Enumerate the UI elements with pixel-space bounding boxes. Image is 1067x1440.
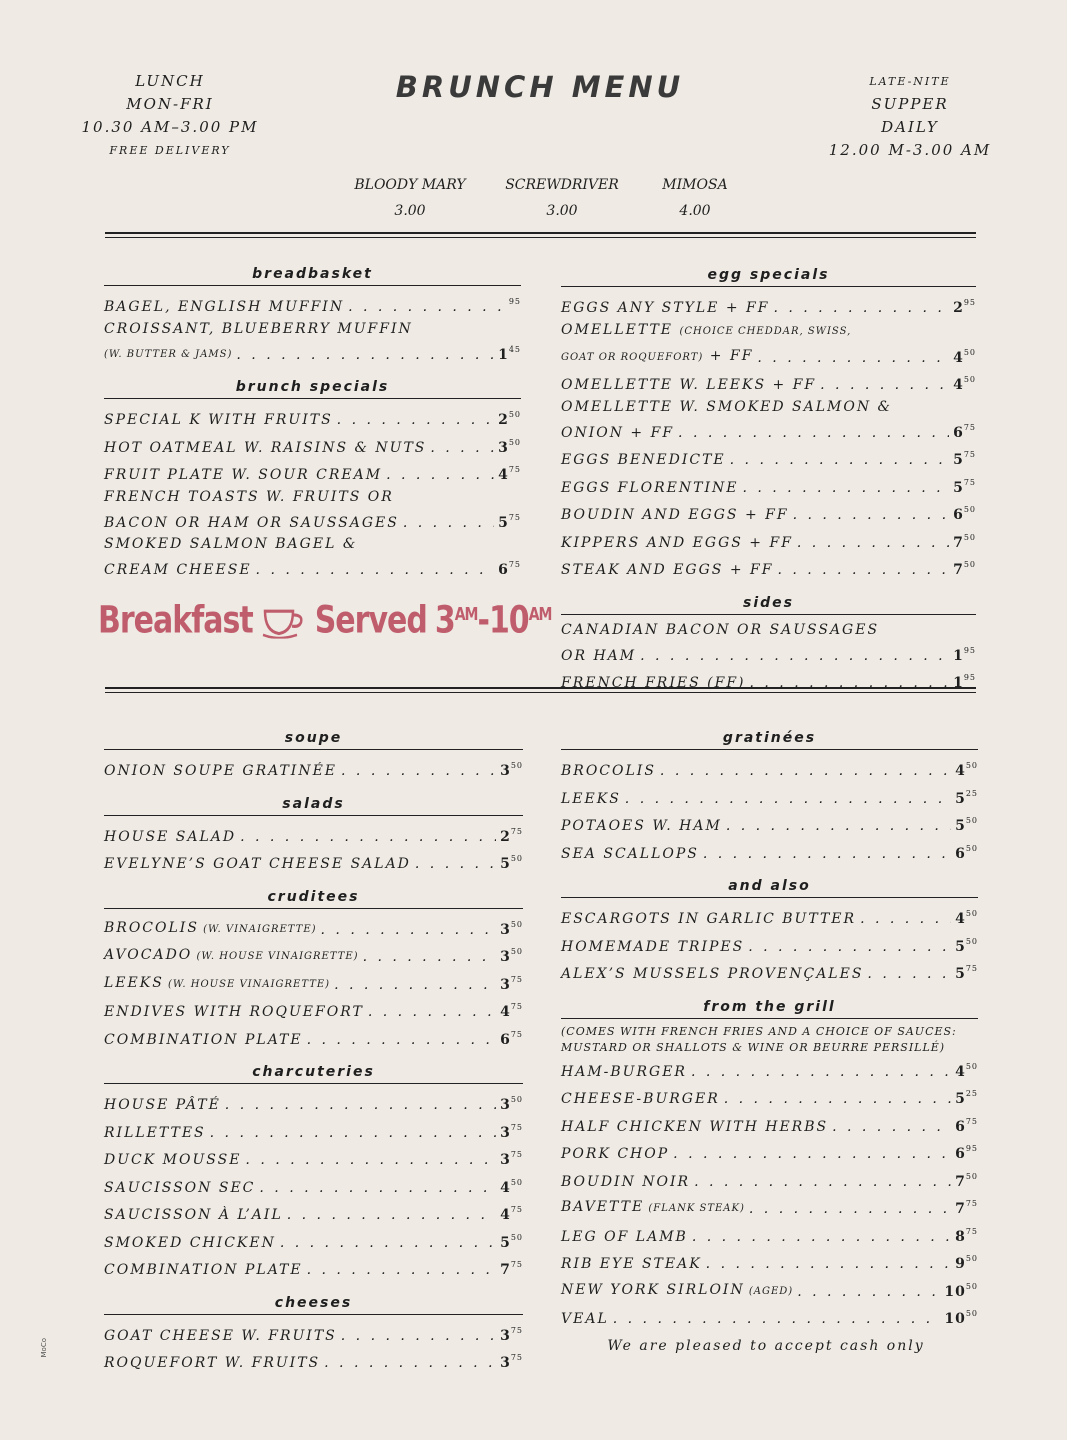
leader-dots (240, 826, 496, 849)
item-name: GOAT CHEESE W. FRUITS (104, 1327, 337, 1344)
leader-dots (341, 1325, 496, 1348)
item-price: $3^{50}$ (500, 761, 523, 779)
item-price: $6^{75}$ (500, 1029, 523, 1048)
item-price: $5^{75}$ (953, 477, 976, 496)
item-price: $1^{95}$ (953, 673, 976, 691)
item-price: $1^{95}$ (953, 645, 976, 664)
leader-dots (236, 344, 494, 367)
menu-item (104, 755, 523, 783)
menu-item (104, 1117, 523, 1145)
top-left-column (104, 263, 521, 582)
grill-note-line-1: (COMES WITH FRENCH FRIES AND A CHOICE OF SAUCES: (561, 1024, 957, 1038)
menu-item (104, 1172, 523, 1200)
menu-item (561, 1083, 978, 1111)
menu-item (561, 1138, 978, 1166)
item-name: ESCARGOTS IN GARLIC BUTTER (561, 911, 857, 927)
drink-name: SCREWDRIVER (505, 177, 619, 193)
item-price: $5^{75}$ (955, 964, 978, 982)
menu-item (104, 1089, 523, 1117)
drink-bloody-mary (335, 172, 485, 224)
item-price: $7^{50}$ (953, 532, 976, 551)
item-price: $6^{50}$ (953, 505, 976, 523)
item-name: CREAM CHEESE (104, 562, 252, 578)
item-name: ALEX’S MUSSELS PROVENÇALES (561, 966, 864, 982)
bottom-left-column (104, 727, 523, 1375)
middle-rule (105, 687, 976, 693)
item-price: $4^{50}$ (953, 375, 976, 393)
section-rule (561, 749, 978, 750)
item-name: SAUCISSON SEC (104, 1179, 256, 1196)
leader-dots (245, 1149, 496, 1172)
lunch-time: 10.30 AM–3.00 PM (81, 118, 259, 136)
item-price: $3^{75}$ (500, 974, 523, 993)
leader-dots (692, 1226, 951, 1249)
section-title-sides: sides (743, 594, 794, 611)
section-title-brunch-specials: brunch specials (235, 379, 390, 395)
page-title: BRUNCH MENU (395, 70, 685, 104)
leader-dots (832, 1116, 951, 1139)
menu-item (561, 1111, 978, 1139)
section-rule (104, 398, 521, 399)
late-nite-label: LATE-NITE (869, 75, 951, 88)
item-price: $2^{75}$ (500, 826, 523, 845)
menu-item (561, 1166, 978, 1194)
menu-item (104, 432, 521, 460)
menu-item (104, 1024, 523, 1052)
item-name: NEW YORK SIRLOIN (AGED) (561, 1281, 794, 1298)
item-name: HAM-BURGER (561, 1063, 687, 1080)
menu-item (561, 1303, 978, 1331)
leader-dots (660, 760, 951, 783)
menu-item (561, 1056, 978, 1084)
item-name: GOAT OR ROQUEFORT) + FF (561, 347, 754, 364)
item-name: EGGS ANY STYLE + FF (561, 300, 770, 316)
item-price: $3^{75}$ (500, 1353, 523, 1371)
item-name: SMOKED CHICKEN (104, 1234, 276, 1251)
item-price: $5^{50}$ (500, 1232, 523, 1251)
item-name: BACON OR HAM OR SAUSSAGES (104, 514, 399, 531)
item-name: EVELYNE’S GOAT CHEESE SALAD (104, 856, 411, 872)
item-name: COMBINATION PLATE (104, 1031, 303, 1048)
item-name: COMBINATION PLATE (104, 1262, 303, 1278)
section-rule (104, 815, 523, 816)
section-rule (104, 908, 523, 909)
item-name: BAGEL, ENGLISH MUFFIN (104, 299, 345, 315)
leader-dots (678, 422, 949, 445)
item-name: EGGS BENEDICTE (561, 452, 726, 468)
section-rule (104, 1314, 523, 1315)
drink-name: BLOODY MARY (354, 177, 466, 193)
supper-hours (810, 70, 1010, 162)
section-title-from-the-grill: from the grill (703, 998, 836, 1015)
item-name: HOMEMADE TRIPES (561, 938, 745, 955)
leader-dots (415, 853, 496, 876)
item-name: CHEESE-BURGER (561, 1091, 720, 1107)
item-name: PORK CHOP (561, 1146, 670, 1162)
section-rule (561, 897, 978, 898)
item-name: RIB EYE STEAK (561, 1256, 702, 1272)
leader-dots (773, 297, 949, 320)
menu-item (104, 1199, 523, 1227)
leader-dots (324, 1352, 496, 1375)
item-name: ONION + FF (561, 424, 675, 441)
menu-item (561, 640, 976, 668)
menu-item (561, 1248, 978, 1276)
item-name: FRUIT PLATE W. SOUR CREAM (104, 467, 383, 483)
item-price: $7^{75}$ (955, 1199, 978, 1217)
item-name: EGGS FLORENTINE (561, 479, 739, 496)
leader-dots (691, 1061, 951, 1084)
item-price: $4^{75}$ (498, 465, 521, 483)
item-price: $7^{75}$ (500, 1260, 523, 1278)
item-price: $5^{50}$ (955, 936, 978, 955)
drink-mimosa (620, 172, 770, 224)
lunch-days: MON-FRI (126, 95, 214, 113)
menu-item (104, 554, 521, 582)
menu-item (561, 1221, 978, 1249)
menu-item (561, 417, 976, 445)
menu-item (561, 554, 976, 582)
leader-dots (797, 532, 949, 555)
leader-dots (337, 409, 494, 432)
leader-dots (256, 559, 495, 582)
stamp-word-breakfast: Breakfast (98, 598, 253, 643)
section-rule (104, 1083, 523, 1084)
menu-item (561, 1276, 978, 1304)
menu-item (104, 941, 523, 969)
item-note: (W. BUTTER & JAMS) (104, 348, 233, 360)
item-price: $4^{75}$ (500, 1205, 523, 1223)
item-name: HALF CHICKEN WITH HERBS (561, 1118, 829, 1135)
item-price: $8^{75}$ (955, 1226, 978, 1245)
leader-dots (280, 1232, 496, 1255)
item-name: LEG OF LAMB (561, 1228, 688, 1245)
menu-item (104, 1227, 523, 1255)
leader-dots (748, 936, 951, 959)
section-rule (104, 749, 523, 750)
item-name: HOT OATMEAL W. RAISINS & NUTS (104, 439, 427, 456)
item-price: $3^{50}$ (498, 437, 521, 456)
item-price: $4^{50}$ (955, 1061, 978, 1080)
breakfast-stamp (98, 599, 551, 643)
item-price: 95 (508, 297, 521, 306)
item-name: LEEKS (W. HOUSE VINAIGRETTE) (104, 974, 331, 991)
leader-dots (259, 1177, 496, 1200)
item-price: $3^{50}$ (500, 919, 523, 938)
item-price: $10^{50}$ (944, 1281, 978, 1300)
item-name: BOUDIN NOIR (561, 1173, 691, 1190)
item-name: KIPPERS AND EGGS + FF (561, 534, 793, 551)
collection-mark: MoCo (40, 1338, 48, 1358)
leader-dots (341, 760, 496, 783)
leader-dots (430, 437, 494, 460)
leader-dots (403, 512, 494, 535)
leader-dots (225, 1094, 496, 1117)
item-name-line: SMOKED SALMON BAGEL & (104, 536, 358, 552)
menu-item (561, 783, 978, 811)
item-price: $2^{50}$ (498, 410, 521, 428)
section-rule (561, 1018, 978, 1019)
item-price: $3^{75}$ (500, 1122, 523, 1141)
item-price: $10^{50}$ (944, 1309, 978, 1327)
item-price: $5^{75}$ (498, 512, 521, 531)
leader-dots (368, 1001, 496, 1024)
item-price: $3^{50}$ (500, 947, 523, 965)
menu-item (561, 903, 978, 931)
item-name: ROQUEFORT W. FRUITS (104, 1355, 321, 1371)
item-name: STEAK AND EGGS + FF (561, 562, 774, 578)
item-price: $2^{95}$ (953, 298, 976, 316)
menu-item (561, 931, 978, 959)
item-price: $5^{25}$ (955, 788, 978, 807)
item-price: $6^{75}$ (953, 422, 976, 441)
section-title-breadbasket: breadbasket (252, 266, 373, 282)
item-price: $9^{50}$ (955, 1254, 978, 1272)
item-name: OMELLETTE W. LEEKS + FF (561, 377, 817, 393)
section-title-and-also: and also (728, 878, 811, 894)
menu-item (561, 1193, 978, 1221)
cash-only-notice: We are pleased to accept cash only (607, 1338, 925, 1354)
item-name: VEAL (561, 1311, 609, 1327)
menu-item (561, 499, 976, 527)
item-name: BOUDIN AND EGGS + FF (561, 507, 789, 523)
bottom-right-column (561, 727, 978, 1331)
lunch-hours (70, 70, 270, 162)
item-price: $3^{75}$ (500, 1150, 523, 1168)
drink-price: 3.00 (546, 203, 578, 219)
supper-label: SUPPER (871, 95, 949, 113)
supper-days: DAILY (881, 118, 939, 136)
leader-dots (210, 1122, 496, 1145)
section-title-cheeses: cheeses (274, 1294, 353, 1311)
section-title-salads: salads (282, 795, 345, 812)
lunch-label: LUNCH (135, 72, 205, 90)
leader-dots (307, 1259, 496, 1282)
menu-item (561, 527, 976, 555)
item-price: $7^{50}$ (955, 1171, 978, 1190)
drink-name: MIMOSA (662, 177, 728, 193)
item-price: $5^{25}$ (955, 1089, 978, 1107)
item-name: SEA SCALLOPS (561, 845, 699, 862)
leader-dots (307, 1029, 496, 1052)
item-price: $4^{50}$ (955, 909, 978, 927)
item-name: RILLETTES (104, 1124, 206, 1141)
menu-item (561, 444, 976, 472)
menu-item (561, 958, 978, 986)
stamp-hours: $3^{AM}-10^{AM}$ (434, 598, 552, 643)
item-name: OR HAM (561, 647, 637, 664)
item-price: $6^{95}$ (955, 1144, 978, 1162)
item-name-line: CROISSANT, BLUEBERRY MUFFIN (104, 320, 413, 337)
menu-item (104, 1144, 523, 1172)
menu-item (561, 292, 976, 320)
section-rule (561, 614, 976, 615)
item-name: ENDIVES WITH ROQUEFORT (104, 1004, 364, 1020)
item-name-line: FRENCH TOASTS W. FRUITS OR (104, 488, 394, 505)
item-name: BAVETTE (FLANK STEAK) (561, 1199, 745, 1215)
item-price: $6^{75}$ (498, 560, 521, 578)
item-price: $7^{50}$ (953, 560, 976, 578)
item-price: $4^{75}$ (500, 1002, 523, 1020)
menu-item (104, 291, 521, 319)
leader-dots (777, 559, 949, 582)
item-name: SAUCISSON À L’AIL (104, 1207, 283, 1223)
menu-item (104, 459, 521, 487)
item-name-line: CANADIAN BACON OR SAUSSAGES (561, 621, 880, 638)
leader-dots (757, 347, 949, 370)
leader-dots (673, 1143, 951, 1166)
top-right-column (561, 264, 976, 695)
drink-price: 4.00 (679, 203, 711, 219)
item-name: SPECIAL K WITH FRUITS (104, 412, 333, 428)
menu-item (104, 404, 521, 432)
item-name-line: OMELLETTE (CHOICE CHEDDAR, SWISS, (561, 321, 852, 338)
leader-dots (797, 1281, 940, 1304)
item-name: LEEKS (561, 790, 621, 807)
item-name: FRENCH FRIES (FF) (561, 675, 746, 691)
leader-dots (706, 1253, 951, 1276)
item-price: $3^{50}$ (500, 1095, 523, 1113)
section-rule (104, 285, 521, 286)
menu-item (561, 838, 978, 866)
menu-item (561, 472, 976, 500)
drink-price: 3.00 (394, 203, 426, 219)
grill-note-line-2: MUSTARD OR SHALLOTS & WINE OR BEURRE PERSILLÉ) (561, 1040, 946, 1054)
drink-screwdriver (487, 172, 637, 224)
item-name: HOUSE SALAD (104, 828, 237, 845)
leader-dots (613, 1308, 941, 1331)
menu-item (104, 914, 523, 942)
free-delivery: FREE DELIVERY (109, 144, 231, 157)
menu-item (561, 810, 978, 838)
leader-dots (386, 464, 494, 487)
menu-item (104, 507, 521, 535)
menu-item (104, 821, 523, 849)
coffee-cup-icon (261, 603, 307, 638)
leader-dots (820, 374, 949, 397)
item-price: $4^{50}$ (953, 347, 976, 366)
menu-item (104, 848, 523, 876)
leader-dots (625, 788, 951, 811)
item-name-line: OMELLETTE W. SMOKED SALMON & (561, 398, 893, 415)
item-price: $4^{50}$ (500, 1177, 523, 1196)
leader-dots (793, 504, 950, 527)
menu-item (104, 969, 523, 997)
leader-dots (694, 1171, 951, 1194)
stamp-word-served: Served (314, 598, 427, 643)
item-price: $6^{75}$ (955, 1116, 978, 1135)
item-name: ONION SOUPE GRATINÉE (104, 763, 338, 779)
leader-dots (287, 1204, 496, 1227)
top-rule (105, 232, 976, 238)
leader-dots (724, 1088, 951, 1111)
leader-dots (321, 919, 497, 942)
menu-item (104, 996, 523, 1024)
item-name: AVOCADO (W. HOUSE VINAIGRETTE) (104, 947, 359, 963)
leader-dots (867, 963, 951, 986)
leader-dots (640, 645, 949, 668)
menu-item (104, 1254, 523, 1282)
menu-item (561, 755, 978, 783)
leader-dots (730, 449, 949, 472)
section-title-charcuteries: charcuteries (252, 1064, 375, 1080)
item-price: $5^{50}$ (500, 854, 523, 872)
leader-dots (334, 974, 496, 997)
leader-dots (348, 296, 505, 319)
item-price: $4^{50}$ (955, 761, 978, 779)
menu-item (561, 342, 976, 370)
item-name: DUCK MOUSSE (104, 1152, 242, 1168)
leader-dots (742, 477, 949, 500)
item-name: HOUSE PÂTÉ (104, 1097, 221, 1113)
item-price: $6^{50}$ (955, 843, 978, 862)
leader-dots (703, 843, 951, 866)
item-price: $1^{45}$ (498, 344, 521, 363)
section-title-egg-specials: egg specials (707, 267, 830, 283)
menu-item (104, 1347, 523, 1375)
menu-item (561, 369, 976, 397)
menu-item (104, 1320, 523, 1348)
item-name: POTAOES W. HAM (561, 818, 722, 834)
section-title-cruditees: cruditees (267, 888, 360, 905)
leader-dots (363, 946, 497, 969)
leader-dots (749, 1198, 951, 1221)
item-price: $5^{50}$ (955, 816, 978, 834)
leader-dots (860, 908, 951, 931)
section-title-soupe: soupe (284, 730, 343, 746)
menu-item (104, 339, 521, 367)
section-rule (561, 286, 976, 287)
item-note: (CHOICE CHEDDAR, SWISS, (679, 325, 852, 337)
item-name: BROCOLIS (W. VINAIGRETTE) (104, 919, 317, 936)
section-title-gratinees: gratinées (722, 730, 817, 746)
leader-dots (726, 815, 951, 838)
item-price: $3^{75}$ (500, 1325, 523, 1344)
supper-time: 12.00 M-3.00 AM (828, 141, 992, 159)
item-name: BROCOLIS (561, 763, 656, 779)
item-price: $5^{75}$ (953, 450, 976, 468)
